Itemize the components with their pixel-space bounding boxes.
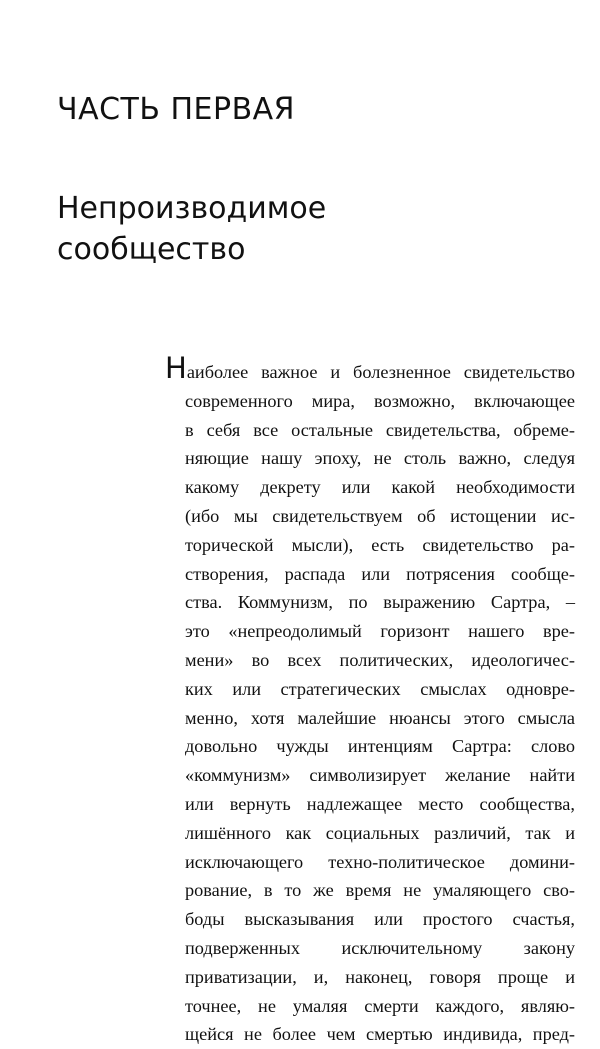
body-line: (ибо мы свидетельствуем об истощении ис- (185, 505, 575, 526)
body-line: точнее, не умаляя смерти каждого, являю- (185, 995, 575, 1016)
body-first-line (165, 351, 575, 387)
body-line: менно, хотя малейшие нюансы этого смысла (185, 707, 575, 728)
chapter-title-line: Непроизводимое (57, 191, 327, 226)
body-line: современного мира, возможно, включающее (185, 390, 575, 411)
body-line: торической мысли), есть свидетельство ра- (185, 534, 575, 555)
body-line: приватизации, и, наконец, говоря проще и (185, 966, 575, 987)
body-line: в себя все остальные свидетельства, обреме- (185, 419, 575, 440)
body-line: створения, распада или потрясения сообще- (185, 563, 575, 584)
body-line: это «непреодолимый горизонт нашего вре- (185, 621, 575, 642)
body-line: подверженных исключительному закону (185, 937, 575, 958)
drop-cap: Н (165, 351, 187, 385)
body-line: мени» во всех политических, идеологичес- (185, 649, 575, 670)
body-line: няющие нашу эпоху, не столь важно, следуя (185, 448, 575, 469)
body-first-line-text: аиболее важное и болезненное свидетельство (186, 362, 575, 382)
body-line: или вернуть надлежащее место сообщества, (185, 793, 575, 814)
body-line: лишённого как социальных различий, так и (185, 822, 575, 843)
chapter-title-line: сообщество (57, 232, 246, 267)
body-line: боды высказывания или простого счастья, (185, 909, 575, 930)
body-line: ких или стратегических смыслах одновре- (185, 678, 575, 699)
body-line: щейся не более чем смертью индивида, пред- (185, 1024, 575, 1045)
body-line: довольно чужды интенциям Сартра: слово (185, 736, 575, 757)
body-line: рование, в то же время не умаляющего сво- (185, 880, 575, 901)
chapter-title (57, 188, 326, 270)
body-line: ства. Коммунизм, по выражению Сартра, – (185, 592, 575, 613)
part-label: ЧАСТЬ ПЕРВАЯ (57, 92, 296, 127)
body-text (165, 351, 575, 1049)
body-line: «коммунизм» символизирует желание найти (185, 765, 575, 786)
body-line: какому декрету или какой необходимости (185, 477, 575, 498)
body-line: исключающего техно-политическое домини- (185, 851, 575, 872)
